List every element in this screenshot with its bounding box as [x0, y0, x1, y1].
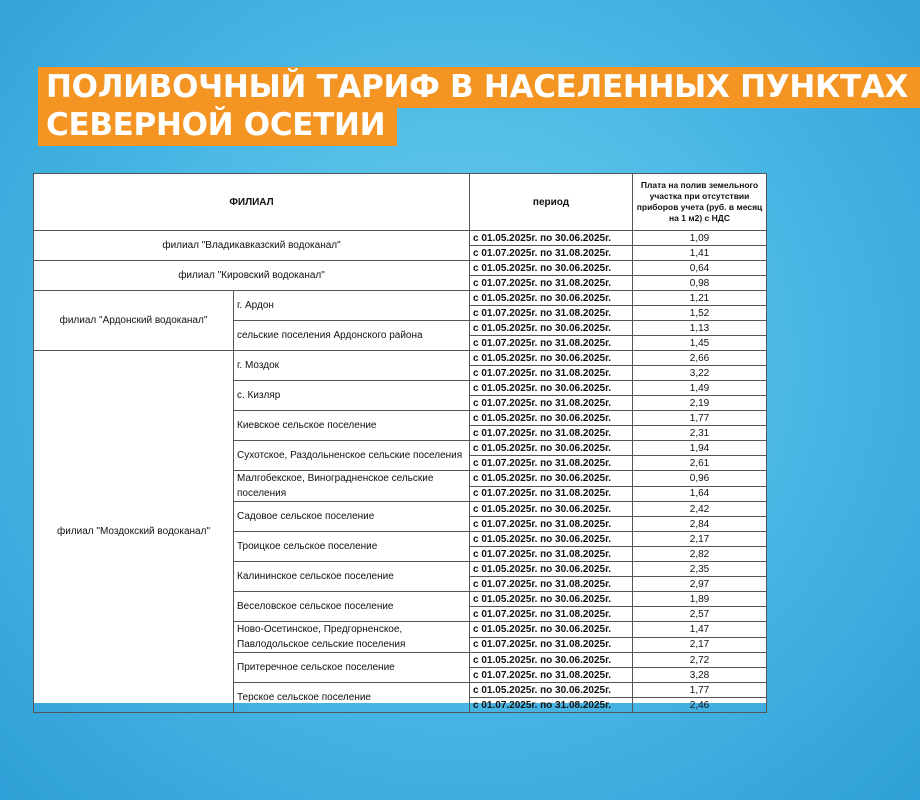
period-cell: с 01.05.2025г. по 30.06.2025г. — [470, 502, 633, 517]
period-cell: с 01.07.2025г. по 31.08.2025г. — [470, 547, 633, 562]
period-cell: с 01.05.2025г. по 30.06.2025г. — [470, 291, 633, 306]
period-cell: с 01.07.2025г. по 31.08.2025г. — [470, 577, 633, 592]
tariff-value-cell: 3,28 — [633, 668, 767, 683]
tariff-value-cell: 2,82 — [633, 547, 767, 562]
locality-cell: г. Ардон — [234, 291, 470, 321]
tariff-value-cell: 1,45 — [633, 336, 767, 351]
tariff-value-cell: 1,94 — [633, 441, 767, 456]
tariff-value-cell: 1,13 — [633, 321, 767, 336]
tariff-value-cell: 1,21 — [633, 291, 767, 306]
locality-cell: Садовое сельское поселение — [234, 502, 470, 532]
table-row — [34, 261, 767, 276]
table-body — [34, 231, 767, 713]
branch-cell: филиал "Моздокский водоканал" — [34, 351, 234, 713]
period-cell: с 01.07.2025г. по 31.08.2025г. — [470, 426, 633, 441]
locality-cell: сельские поселения Ардонского района — [234, 321, 470, 351]
locality-cell: Ново-Осетинское, Предгорненское, Павлодольское сельские поселения — [234, 622, 470, 653]
period-cell: с 01.07.2025г. по 31.08.2025г. — [470, 486, 633, 502]
title-line-2: СЕВЕРНОЙ ОСЕТИИ — [38, 105, 397, 146]
tariff-value-cell: 1,41 — [633, 246, 767, 261]
tariff-value-cell: 2,57 — [633, 607, 767, 622]
period-cell: с 01.05.2025г. по 30.06.2025г. — [470, 411, 633, 426]
tariff-value-cell: 2,19 — [633, 396, 767, 411]
period-cell: с 01.05.2025г. по 30.06.2025г. — [470, 441, 633, 456]
branch-cell: филиал "Ардонский водоканал" — [34, 291, 234, 351]
tariff-value-cell: 0,96 — [633, 471, 767, 487]
tariff-value-cell: 2,35 — [633, 562, 767, 577]
period-cell: с 01.05.2025г. по 30.06.2025г. — [470, 622, 633, 638]
locality-cell: с. Кизляр — [234, 381, 470, 411]
locality-cell: Киевское сельское поселение — [234, 411, 470, 441]
period-cell: с 01.07.2025г. по 31.08.2025г. — [470, 668, 633, 683]
period-cell: с 01.07.2025г. по 31.08.2025г. — [470, 607, 633, 622]
tariff-value-cell: 1,77 — [633, 411, 767, 426]
period-cell: с 01.05.2025г. по 30.06.2025г. — [470, 471, 633, 487]
period-cell: с 01.05.2025г. по 30.06.2025г. — [470, 231, 633, 246]
tariff-value-cell: 1,52 — [633, 306, 767, 321]
locality-cell: г. Моздок — [234, 351, 470, 381]
tariff-value-cell: 2,97 — [633, 577, 767, 592]
tariff-value-cell: 3,22 — [633, 366, 767, 381]
tariff-value-cell: 2,17 — [633, 532, 767, 547]
tariff-value-cell: 1,64 — [633, 486, 767, 502]
period-cell: с 01.07.2025г. по 31.08.2025г. — [470, 336, 633, 351]
locality-cell: Калининское сельское поселение — [234, 562, 470, 592]
period-cell: с 01.05.2025г. по 30.06.2025г. — [470, 532, 633, 547]
tariff-value-cell: 0,64 — [633, 261, 767, 276]
period-cell: с 01.05.2025г. по 30.06.2025г. — [470, 653, 633, 668]
table-row — [34, 291, 767, 306]
header-period: период — [470, 174, 633, 231]
period-cell: с 01.05.2025г. по 30.06.2025г. — [470, 261, 633, 276]
tariff-value-cell: 2,46 — [633, 698, 767, 713]
header-tariff: Плата на полив земельного участка при отсутствии приборов учета (руб. в месяц на 1 м2) с НДС — [633, 174, 767, 231]
tariff-value-cell: 2,66 — [633, 351, 767, 366]
locality-cell: Малгобекское, Виноградненское сельские поселения — [234, 471, 470, 502]
tariff-value-cell: 2,31 — [633, 426, 767, 441]
table-header-row — [34, 174, 767, 231]
tariff-value-cell: 1,77 — [633, 683, 767, 698]
period-cell: с 01.05.2025г. по 30.06.2025г. — [470, 351, 633, 366]
tariff-table — [33, 173, 767, 713]
tariff-value-cell: 0,98 — [633, 276, 767, 291]
period-cell: с 01.05.2025г. по 30.06.2025г. — [470, 592, 633, 607]
locality-cell: Сухотское, Раздольненское сельские поселения — [234, 441, 470, 471]
period-cell: с 01.07.2025г. по 31.08.2025г. — [470, 637, 633, 653]
period-cell: с 01.05.2025г. по 30.06.2025г. — [470, 562, 633, 577]
branch-cell: филиал "Владикавказский водоканал" — [34, 231, 470, 261]
tariff-value-cell: 1,89 — [633, 592, 767, 607]
period-cell: с 01.05.2025г. по 30.06.2025г. — [470, 381, 633, 396]
period-cell: с 01.07.2025г. по 31.08.2025г. — [470, 246, 633, 261]
period-cell: с 01.07.2025г. по 31.08.2025г. — [470, 517, 633, 532]
locality-cell: Притеречное сельское поселение — [234, 653, 470, 683]
tariff-value-cell: 2,42 — [633, 502, 767, 517]
table-row — [34, 231, 767, 246]
table-row — [34, 351, 767, 366]
period-cell: с 01.05.2025г. по 30.06.2025г. — [470, 683, 633, 698]
title-line-1: ПОЛИВОЧНЫЙ ТАРИФ В НАСЕЛЕННЫХ ПУНКТАХ — [38, 67, 920, 108]
locality-cell: Терское сельское поселение — [234, 683, 470, 713]
tariff-value-cell: 1,47 — [633, 622, 767, 638]
period-cell: с 01.07.2025г. по 31.08.2025г. — [470, 276, 633, 291]
header-branch: ФИЛИАЛ — [34, 174, 470, 231]
locality-cell: Троицкое сельское поселение — [234, 532, 470, 562]
tariff-value-cell: 2,72 — [633, 653, 767, 668]
tariff-value-cell: 1,09 — [633, 231, 767, 246]
period-cell: с 01.05.2025г. по 30.06.2025г. — [470, 321, 633, 336]
period-cell: с 01.07.2025г. по 31.08.2025г. — [470, 456, 633, 471]
locality-cell: Веселовское сельское поселение — [234, 592, 470, 622]
tariff-value-cell: 2,17 — [633, 637, 767, 653]
period-cell: с 01.07.2025г. по 31.08.2025г. — [470, 306, 633, 321]
tariff-value-cell: 2,84 — [633, 517, 767, 532]
period-cell: с 01.07.2025г. по 31.08.2025г. — [470, 698, 633, 713]
tariff-value-cell: 1,49 — [633, 381, 767, 396]
branch-cell: филиал "Кировский водоканал" — [34, 261, 470, 291]
tariff-value-cell: 2,61 — [633, 456, 767, 471]
tariff-sheet — [33, 173, 766, 711]
period-cell: с 01.07.2025г. по 31.08.2025г. — [470, 366, 633, 381]
period-cell: с 01.07.2025г. по 31.08.2025г. — [470, 396, 633, 411]
